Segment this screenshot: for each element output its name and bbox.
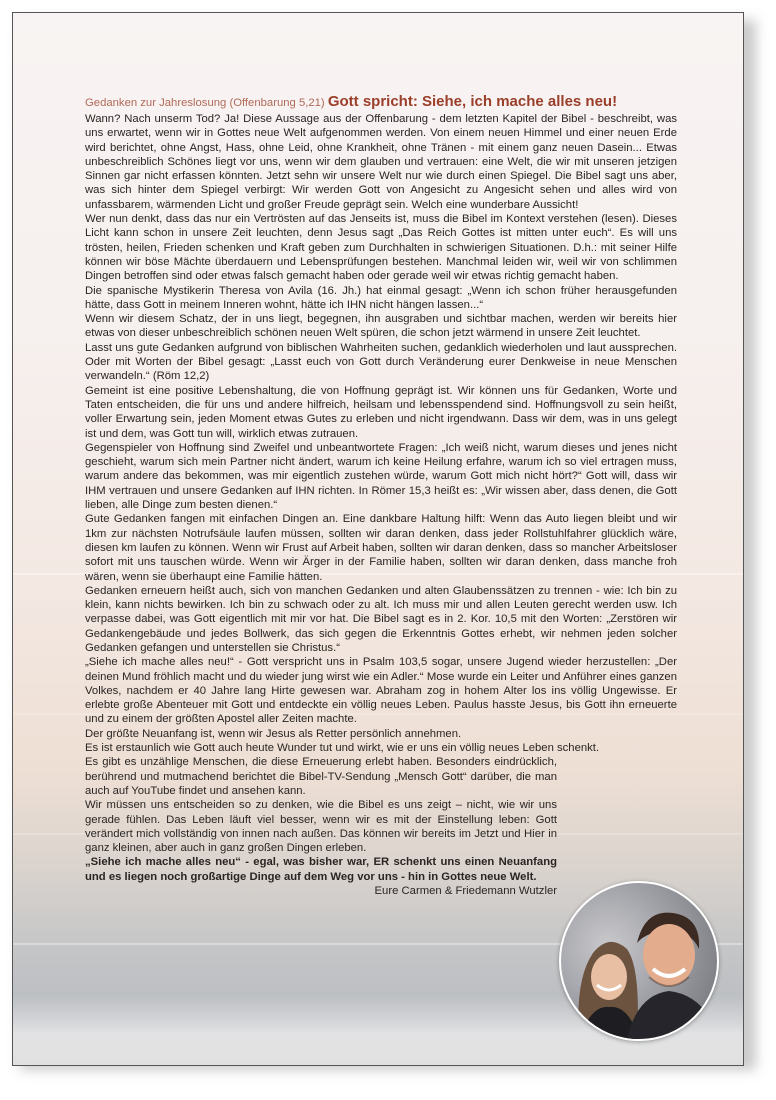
paragraph: Wann? Nach unserm Tod? Ja! Diese Aussage aus der Offenbarung - dem letzten Kapitel der Bibel - beschreibt, was uns erwartet, wenn wir in Gottes neue Welt aufgenommen werden. Von einem neuen Himmel und einer neuen Erde wird berichtet, ohne Angst, Hass, ohne Leid, ohne Krankheit, ohne Tränen - mit einem ganz neuen Dasein... Etwas unbeschreiblich Schönes liegt vor uns, wenn wir dem glauben und vertrauen: eine Welt, die wir mit unseren jetzigen Sinnen gar nicht erfassen könnten. Jetzt sehn wir unsere Welt nur wie durch einen Spiegel. Die Bibel sagt uns aber, was sich hinter dem Spiegel verbirgt: Wir werden Gott von Angesicht zu Angesicht sehen und alles wird von unfassbarem, wärmenden Licht und großer Freude geprägt sein. Welch eine wunderbare Aussicht!	[85, 113, 677, 211]
paragraph: Die spanische Mystikerin Theresa von Avila (16. Jh.) hat einmal gesagt: „Wenn ich schon früher herausgefunden hätte, dass Gott in meinem Inneren wohnt, hätte ich IHN nicht hängen lassen...“	[85, 284, 677, 311]
paragraph: Lasst uns gute Gedanken aufgrund von biblischen Wahrheiten suchen, gedanklich wiederholen und laut aussprechen. Oder mit Worten der Bibel gesagt: „Lasst euch von Gott durch Veränderung eurer Denkweise in neue Menschen verwandeln.“ (Röm 12,2)	[85, 341, 677, 383]
paragraph: Wir müssen uns entscheiden so zu denken, wie die Bibel es uns zeigt – nicht, wie wir uns gerade fühlen. Das Leben läuft viel besser, wenn wir es mit der Einstellung leben: Gott verändert mich vollständig von innen nach außen. Das können wir bereits im Jetzt und Hier in ganz kleinen, aber auch in ganz großen Dingen erleben.	[85, 799, 557, 855]
paragraph: Gemeint ist eine positive Lebenshaltung, die von Hoffnung geprägt ist. Wir können uns für Gedanken, Worte und Taten entscheiden, die für uns und andere hilfreich, heilsam und lebensspendend sind. Hoffnungsvoll zu sein heißt, voller Erwartung sein, jeden Moment etwas Gutes zu erleben und nicht irgendwann. Dass wir dem, was in uns gelegt ist und dem, was Gott tun will, wirklich etwas zutrauen.	[85, 384, 677, 440]
woman-face-shape	[591, 954, 627, 1000]
author-photo	[559, 881, 719, 1041]
signature: Eure Carmen & Friedemann Wutzler	[374, 885, 557, 898]
article-body	[85, 93, 677, 898]
closing-paragraph	[85, 855, 557, 898]
paragraph: „Siehe ich mache alles neu!“ - Gott verspricht uns in Psalm 103,5 sogar, unsere Jugend wieder herzustellen: „Der deinen Mund fröhlich macht und du wieder jung wirst wie ein Adler.“ Mose wurde ein Leiter und Anführer eines ganzen Volkes, nachdem er 40 Jahre lang Hirte gewesen war. Abraham zog in hohem Alter los ins völlig Ungewisse. Er erlebte große Abenteuer mit Gott und entdeckte ein völlig neues Leben. Paulus hasste Jesus, bis Gott ihn erneuerte und zu einem der größten Apostel aller Zeiten machte.	[85, 656, 677, 726]
paragraph: Wer nun denkt, dass das nur ein Vertrösten auf das Jenseits ist, muss die Bibel im Kontext verstehen (lesen). Dieses Licht kann schon in unsere Zeit leuchten, denn Jesus sagt „Das Reich Gottes ist mitten unter euch“. Es will uns trösten, heilen, Frieden schenken und Kraft geben zum Durchhalten in schwierigen Situationen. D.h.: mit seiner Hilfe können wir böse Mächte überdauern und Lebensprüfungen bestehen. Manchmal leiden wir, weil wir von schlimmen Dingen betroffen sind oder etwas falsch gemacht haben oder gerade weil wir etwas richtig gemacht haben.	[85, 213, 677, 283]
paragraph: Es gibt es unzählige Menschen, die diese Erneuerung erlebt haben. Besonders eindrücklich, berührend und mutmachend berichtet die Bibel-TV-Sendung „Mensch Gott“ darüber, die man auch auf YouTube findet und ansehen kann.	[85, 756, 557, 797]
closing-text: „Siehe ich mache alles neu“ - egal, was bisher war, ER schenkt uns einen Neuanfang und es liegen noch großartige Dinge auf dem Weg vor uns - hin in Gottes neue Welt.	[85, 856, 557, 883]
article-title: Gott spricht: Siehe, ich mache alles neu!	[327, 93, 618, 110]
article-heading	[85, 93, 677, 112]
paragraph: Gute Gedanken fangen mit einfachen Dingen an. Eine dankbare Haltung hilft: Wenn das Auto liegen bleibt und wir 1km zur nächsten Notrufsäule laufen müssen, sollten wir daran denken, dass jeder Rollstuhlfahrer glücklich wäre, diesen km laufen zu können. Wenn wir Frust auf Arbeit haben, sollten wir daran denken, dass so mancher Arbeitsloser sofort mit uns tauschen würde. Wenn wir Ärger in der Familie haben, sollten wir daran denken, dass manche froh wären, wenn sie überhaupt eine Familie hätten.	[85, 513, 677, 583]
document-page	[12, 12, 744, 1066]
paragraph: Wenn wir diesem Schatz, der in uns liegt, begegnen, ihn ausgraben und sichtbar machen, werden wir bereits hier etwas von dieser unbeschreiblich schönen neuen Welt spüren, die schon jetzt wärmend in unsere Zeit leuchtet.	[85, 313, 677, 340]
paragraph: Es ist erstaunlich wie Gott auch heute Wunder tut und wirkt, wie er uns ein völlig neues Leben schenkt.	[85, 742, 600, 755]
paragraph: Der größte Neuanfang ist, wenn wir Jesus als Retter persönlich annehmen.	[85, 727, 462, 740]
article-subtitle: Gedanken zur Jahreslosung (Offenbarung 5,21)	[85, 97, 325, 109]
paragraph: Gedanken erneuern heißt auch, sich von manchen Gedanken und alten Glaubenssätzen zu trennen - wie: Ich bin zu klein, kann nichts bewirken. Ich bin zu schwach oder zu alt. Ich muss mir und allen Leuten gerecht werden usw. Ich verpasse dabei, was Gott eigentlich mit mir vor hat. Die Bibel sagt es in 2. Kor. 10,5 mit den Worten: „Zerstören wir Gedankengebäude und jedes Bollwerk, das sich gegen die Erkenntnis Gottes erhebt, wir nehmen jeden solcher Gedanken gefangen und unterstellen sie Christus.“	[85, 584, 677, 654]
author-photo-illustration	[561, 883, 717, 1039]
paragraph: Gegenspieler von Hoffnung sind Zweifel und unbeantwortete Fragen: „Ich weiß nicht, warum dieses und jenes nicht geschieht, warum sich mein Partner nicht ändert, warum ich keine Heilung erfahre, warum ich so viel ertragen muss, warum andere das bekommen, was mir eigentlich zustehen würde, warum Gott mich nicht hört?“ Gott will, dass wir IHM vertrauen und unsere Gedanken auf IHN richten. In Römer 15,3 heißt es: „Wir wissen aber, dass denen, die Gott lieben, alle Dinge zum besten dienen.“	[85, 441, 677, 512]
